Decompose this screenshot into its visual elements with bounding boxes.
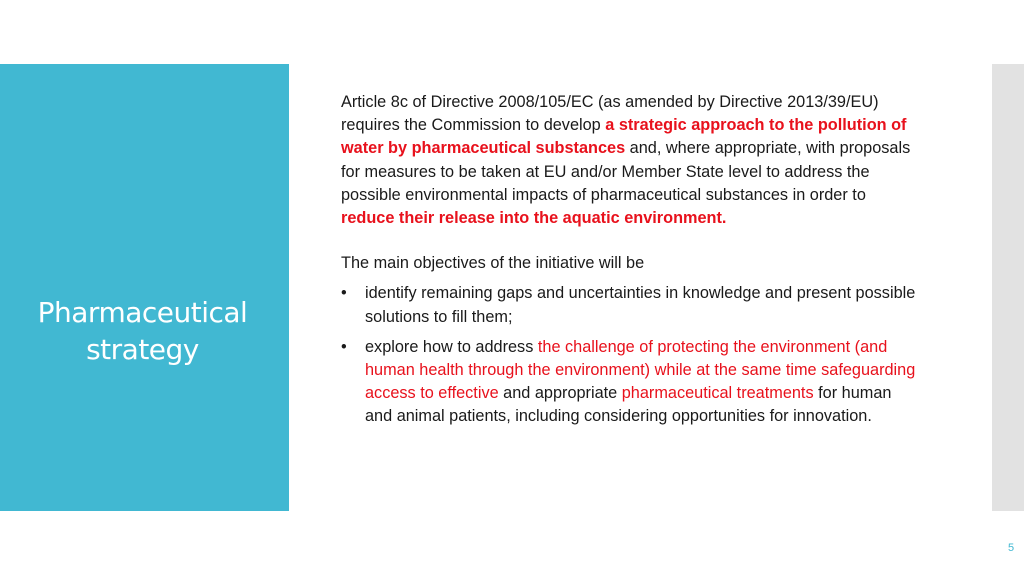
intro-text-1: Article 8c of Directive 2008/105/EC (as amended by Directive 2013/39/EU) requires the Commission to develop	[341, 93, 879, 135]
bullet-icon: •	[341, 284, 347, 303]
title-panel	[0, 64, 289, 511]
objective-text-2: and appropriate	[498, 384, 622, 403]
slide-body	[341, 91, 921, 429]
intro-highlight-2: reduce their release into the aquatic environment.	[341, 209, 727, 228]
objective-text-3: for human and animal patients, including considering opportunities for innovation.	[365, 384, 892, 426]
objectives-heading: The main objectives of the initiative will be	[341, 254, 645, 273]
objective-text-1: explore how to address	[365, 337, 538, 356]
intro-highlight-1: a strategic approach to the pollution of water by pharmaceutical substances	[341, 116, 907, 158]
intro-paragraph	[341, 91, 921, 230]
slide-title-line1: Pharmaceutical	[37, 296, 248, 329]
objective-highlight-2: pharmaceutical treatments	[621, 384, 814, 403]
side-strip	[992, 64, 1024, 511]
slide-title-line2: strategy	[86, 333, 199, 366]
objective-item	[341, 282, 921, 328]
slide-title	[0, 294, 285, 368]
objective-highlight-1: the challenge of protecting the environment (and human health through the environment) while at the same time safeguarding access to effective	[365, 337, 916, 403]
intro-text-2: and, where appropriate, with proposals for measures to be taken at EU and/or Member State level to address the possible environmental impacts of pharmaceutical substances in order to	[341, 139, 911, 204]
page-number: 5	[1007, 542, 1015, 554]
objective-text: identify remaining gaps and uncertainties in knowledge and present possible solutions to fill them;	[365, 284, 916, 326]
objectives-list	[341, 282, 921, 428]
objective-item	[341, 336, 921, 429]
bullet-icon: •	[341, 337, 347, 356]
